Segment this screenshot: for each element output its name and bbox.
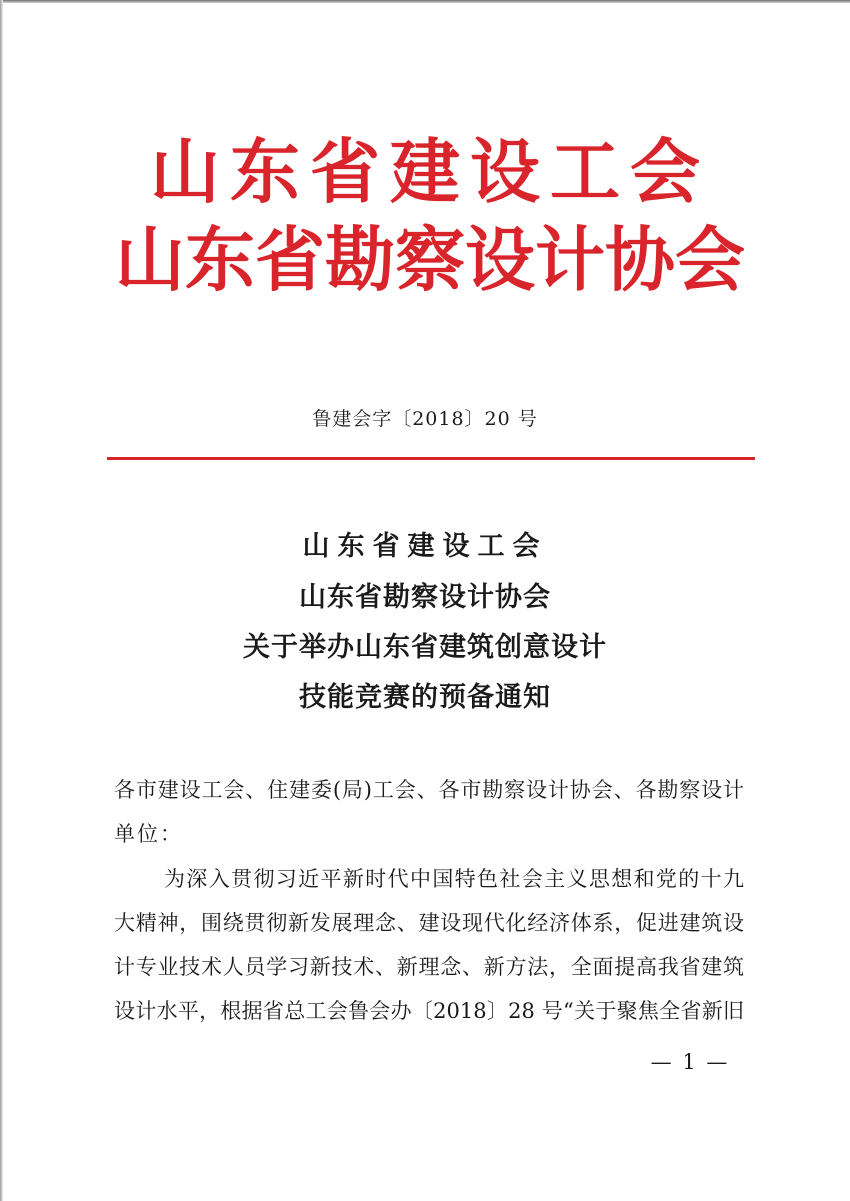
notice-title-line-1: 山东省建设工会 (302, 531, 548, 562)
notice-title-line-3: 关于举办山东省建筑创意设计 (243, 632, 607, 663)
scan-edge (0, 0, 850, 3)
body-line: 单位： (114, 822, 183, 846)
body-line: 设计水平，根据省总工会鲁会办〔2018〕28 号“关于聚焦全省新旧 (114, 999, 744, 1023)
notice-title-line-4: 技能竞赛的预备通知 (299, 682, 551, 713)
page-number: — 1 — (650, 1050, 730, 1074)
red-header-org-2: 山东省勘察设计协会 (115, 219, 745, 301)
red-header-org-1: 山东省建设工会 (150, 131, 710, 213)
body-line: 计专业技术人员学习新技术、新理念、新方法，全面提高我省建筑 (114, 955, 744, 979)
red-divider (107, 457, 755, 460)
document-number: 鲁建会字〔2018〕20 号 (312, 408, 538, 430)
body-line: 为深入贯彻习近平新时代中国特色社会主义思想和党的十九 (164, 867, 744, 891)
body-line: 各市建设工会、住建委(局)工会、各市勘察设计协会、各勘察设计 (114, 778, 744, 802)
notice-title-line-2: 山东省勘察设计协会 (299, 582, 551, 613)
body-line: 大精神，围绕贯彻新发展理念、建设现代化经济体系，促进建筑设 (114, 911, 744, 935)
